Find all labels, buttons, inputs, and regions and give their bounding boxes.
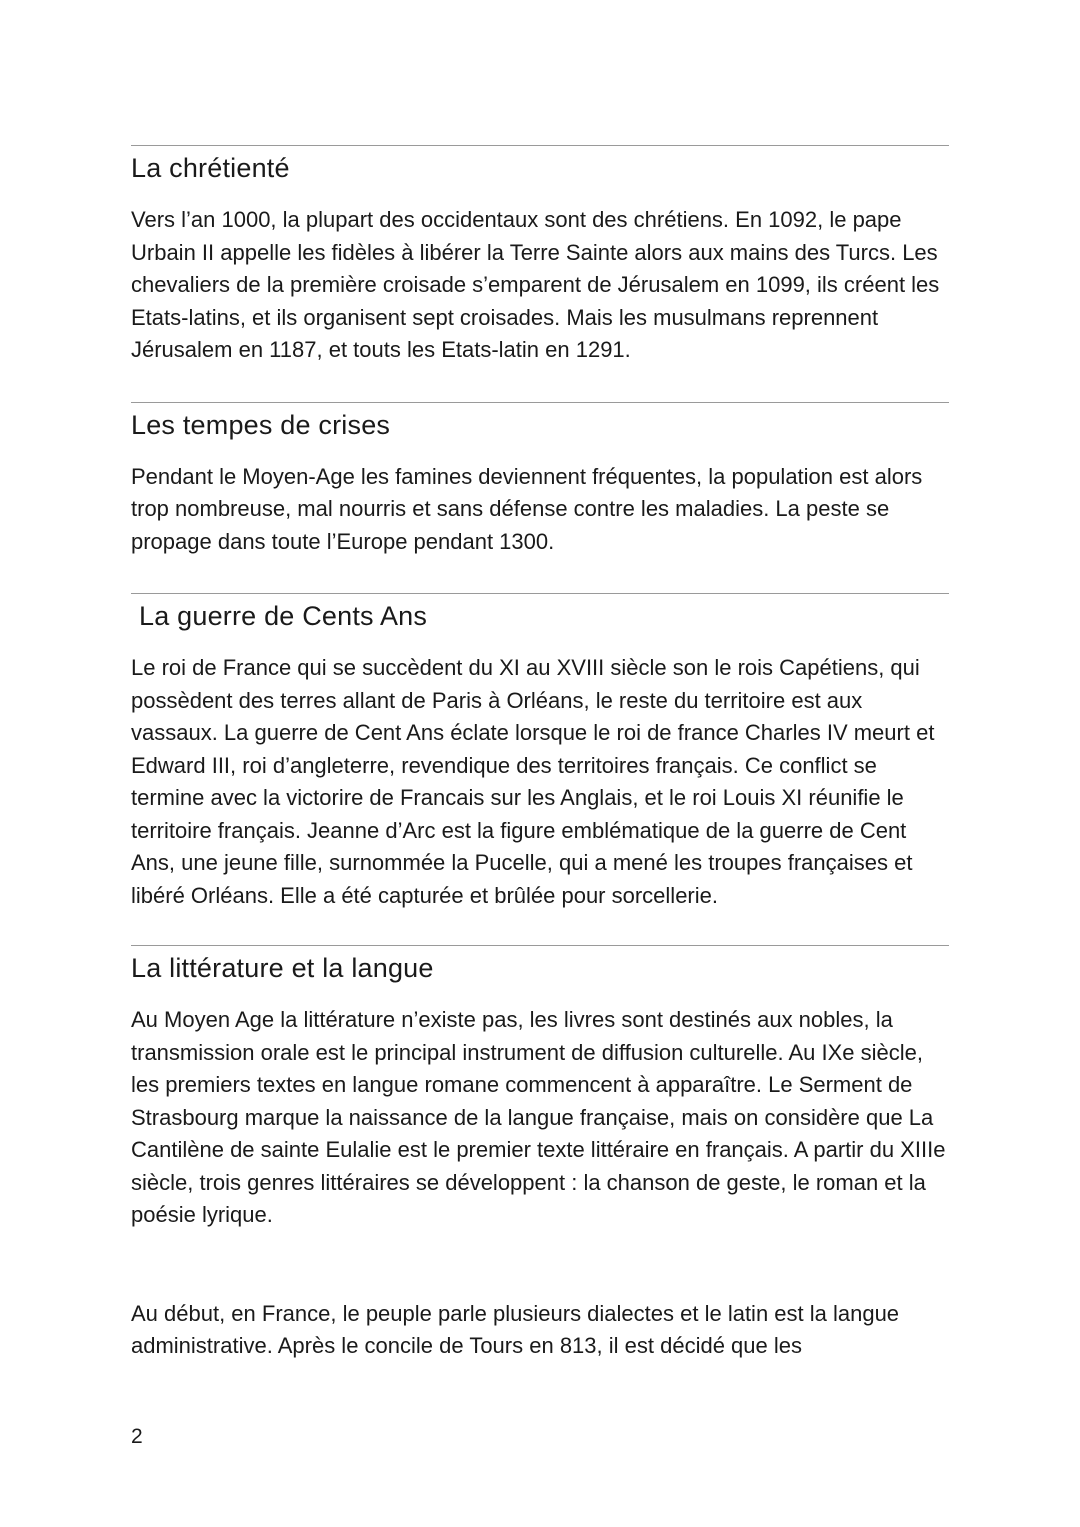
section-chretiente [131,145,949,367]
section-paragraph: Le roi de France qui se succèdent du XI au XVIII siècle son le rois Capétiens, qui possèdent des terres allant de Paris à Orléans, le reste du territoire est aux vassaux. La guerre de Cent Ans éclate lorsque le roi de france Charles IV meurt et Edward III, roi d’angleterre, revendique des territoires français. Ce conflict se termine avec la victorire de Francais sur les Anglais, et le roi Louis XI réunifie le territoire français. Jeanne d’Arc est la figure emblématique de la guerre de Cent Ans, une jeune fille, surnommée la Pucelle, qui a mené les troupes françaises et libéré Orléans. Elle a été capturée et brûlée pour sorcellerie. [131,655,935,908]
section-title: Les tempes de crises [131,409,391,440]
section-litterature-langue [131,945,949,1363]
section-paragraph-continued: Au début, en France, le peuple parle plusieurs dialectes et le latin est la langue administrative. Après le concile de Tours en 813, il est décidé que les [131,1300,900,1358]
section-title: La chrétienté [131,153,290,183]
section-paragraph: Vers l’an 1000, la plupart des occidentaux sont des chrétiens. En 1092, le pape Urbain II appelle les fidèles à libérer la Terre Sainte alors aux mains des Turcs. Les chevaliers de la première croisade s’emparent de Jérusalem en 1099, ils créent les Etats-latins, et ils organisent sept croisades. Mais les musulmans reprennent Jérusalem en 1187, et touts les Etats-latin en 1291. [131,207,940,362]
section-title: La littérature et la langue [131,953,434,983]
section-paragraph: Au Moyen Age la littérature n’existe pas, les livres sont destinés aux nobles, la transmission orale est le principal instrument de diffusion culturelle. Au IXe siècle, les premiers textes en langue romane commencent à apparaître. Le Serment de Strasbourg marque la naissance de la langue française, mais on considère que La Cantilène de sainte Eulalie est le premier texte littéraire en français. A partir du XIIIe siècle, trois genres littéraires se développent : la chanson de geste, le roman et la poésie lyrique. [131,1007,946,1227]
section-paragraph: Pendant le Moyen-Age les famines deviennent fréquentes, la population est alors trop nombreuse, mal nourris et sans défense contre les maladies. La peste se propage dans toute l’Europe pendant 1300. [131,463,923,554]
section-crises [131,402,949,559]
page-number: 2 [131,1425,143,1448]
document-page [131,145,949,1363]
section-title: La guerre de Cents Ans [139,601,428,631]
section-guerre-cent-ans [131,593,949,912]
